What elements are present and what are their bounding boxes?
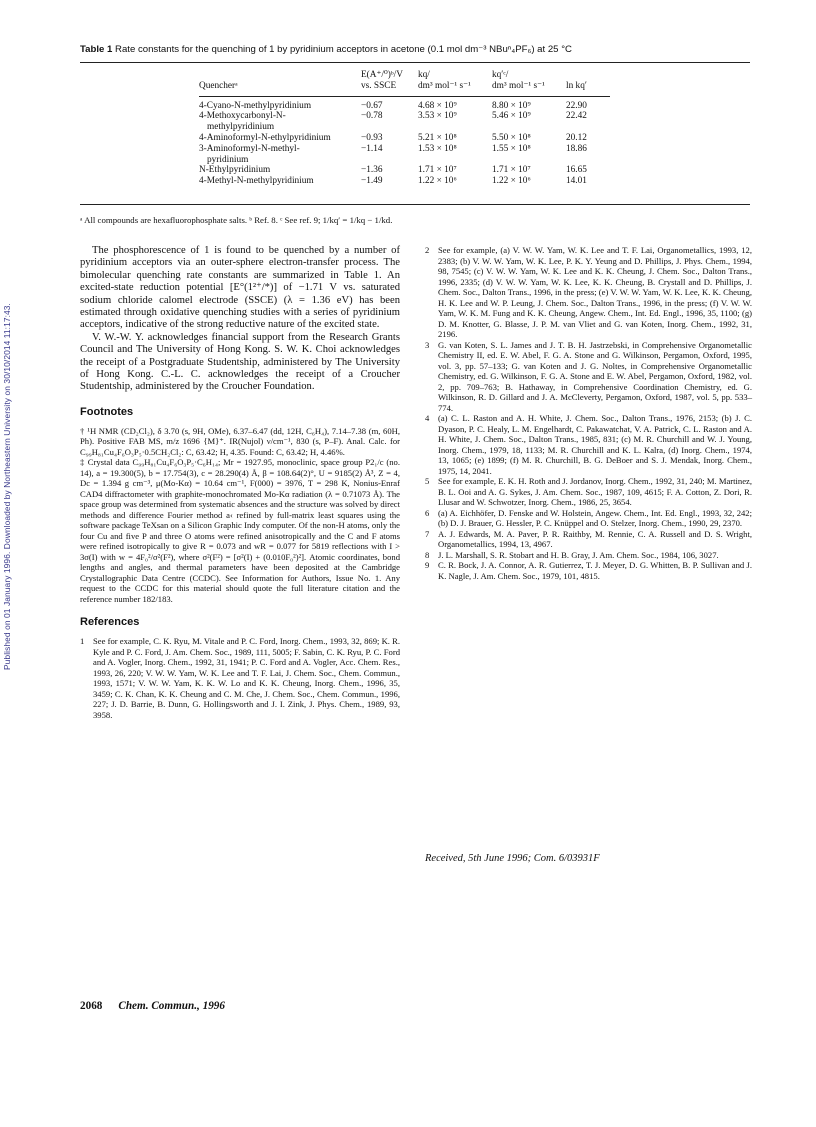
cell-kq: 1.22 × 10⁶ [418,176,457,187]
header-potential: E(A⁺/⁰)ᵇ/V vs. SSCE [361,70,403,91]
cell-quencher: 4-Methyl-N-methylpyridinium [199,176,314,187]
reference-text: G. van Koten, S. L. James and J. T. B. H. Jastrzebski, in Comprehensive Organometallic Chemistry II, ed. E. W. Abel, F. G. A. Stone and G. Wilkinson, Pergamon, Oxford, 1995, vol. 3, pp. 57–133; G. van Koten and J. G. Noltes, in Comprehensive Organometallic Chemistry, ed. G. Wilkinson, F. G. A. Stone and E. W. Abel, Pergamon, Oxford, 1982, vol. 2, pp. 709–763; B. Hathaway, in Comprehensive Coordination Chemistry, ed. G. Wilkinson, R. D. Gillard and J. A. McCleverty, Pergamon, Oxford, 1987, vol. 5, pp. 533–774. [438,339,752,413]
header-quencher: Quencherᵃ [199,80,238,91]
table-row [199,133,610,144]
table-footnote: ᵃ All compounds are hexafluorophosphate salts. ᵇ Ref. 8. ᶜ See ref. 9; 1/kq′ = 1/kq − 1/kd. [80,215,393,225]
table-caption-text: Rate constants for the quenching of 1 by pyridinium acceptors in acetone (0.1 mol dm⁻³ NBuⁿ₄PF₆) at 25 °C [115,44,572,55]
table-row [199,165,610,176]
header-kq-prime: kq′ᶜ/ dm³ mol⁻¹ s⁻¹ [492,70,545,91]
reference-text: (a) A. Eichhöfer, D. Fenske and W. Holstein, Angew. Chem., Int. Ed. Engl., 1993, 32, 242; (b) D. J. Brauer, G. Hessler, P. C. Knüppel and O. Stelzer, Inorg. Chem., 1990, 29, 2370. [438,507,752,528]
cell-potential: −0.93 [361,132,383,143]
cell-ln-kq: 16.65 [566,165,587,176]
reference-text: A. J. Edwards, M. A. Paver, P. R. Raithby, M. Rennie, C. A. Russell and D. S. Wright, Organometallics, 1994, 13, 4967. [438,528,752,549]
cell-quencher: N-Ethylpyridinium [199,165,271,176]
cell-quencher: 4-Aminoformyl-N-ethylpyridinium [199,132,331,143]
cell-quencher: 4-Cyano-N-methylpyridinium [199,96,361,111]
reference-item [425,560,752,581]
reference-number: 6 [425,507,430,518]
reference-text: C. R. Bock, J. A. Connor, A. R. Gutierrez, T. J. Meyer, D. G. Whitten, B. P. Sullivan and J. K. Nagle, J. Am. Chem. Soc., 1979, 101, 4815. [438,560,752,581]
header-kq: kq/ dm³ mol⁻¹ s⁻¹ [418,70,471,91]
cell-kq-prime: 5.46 × 10⁹ [492,111,531,122]
table-row [199,111,610,133]
cell-potential: −1.36 [361,165,383,176]
reference-item [425,529,752,550]
cell-ln-kq: 22.42 [566,111,587,122]
reference-text: J. L. Marshall, S. R. Stobart and H. B. Gray, J. Am. Chem. Soc., 1984, 106, 3027. [438,549,719,560]
table-bottom-rule [80,204,750,205]
table-row [199,176,610,187]
right-column [425,245,752,581]
header-ln-kq: ln kq′ [566,80,587,91]
reference-number: 2 [425,245,430,255]
reference-item [425,413,752,476]
page-number: 2068 [80,1000,103,1012]
reference-number: 4 [425,413,430,423]
footnote: † ¹H NMR (CD₂Cl₂), δ 3.70 (s, 9H, OMe), 6.37–6.47 (dd, 12H, C₆H₄), 7.14–7.38 (m, 60H, Ph). Positive FAB MS, m/z 1696 {M}⁺. IR(Nujol) ν/cm⁻¹, 830 (s, P–F). Anal. Calc. for C₉₉H₈₁Cu₄F₆O₃P₅·0.5CH₂Cl₂: C, 63.42; H, 4.35. Found: C, 63.42; H, 4.46%. [80,425,400,457]
cell-kq-prime: 1.71 × 10⁷ [492,165,531,176]
table-caption [80,44,750,56]
references-list-continued [425,245,752,581]
table-top-rule [80,62,750,63]
footnotes-heading: Footnotes [80,405,134,418]
body-paragraph: The phosphorescence of 1 is found to be quenched by a number of pyridinium acceptors via an outer-sphere electron-transfer process. The bimolecular quenching rate constants are summarized in Table 1. An excited-state reduction potential [E°(1²⁺/*)] of −1.71 V vs. saturated sodium chloride calomel electrode (SSCE) (λ = 1.36 eV) has been estimated through oxidative quenching studies with a series of pyridinium acceptors, indicative of the strong reductive nature of the excited state. [80,245,400,331]
reference-number: 1 [80,636,85,647]
reference-item [425,340,752,414]
cell-kq: 3.53 × 10⁹ [418,111,457,122]
footnote: ‡ Crystal data C₉₉H₈₁Cu₄F₆O₃P₅·C₆H₁₄; Mr = 1927.95, monoclinic, space group P2₁/c (no. 14), a = 19.300(5), b = 17.754(3), c = 28.290(4) Å, β = 108.64(2)°, U = 9185(2) Å³, Z = 4, Dc = 1.394 g cm⁻³, μ(Mo-Kα) = 10.64 cm⁻¹, F(000) = 3976, T = 298 K, Nonius-Enraf CAD4 diffractometer with graphite-monochromated Mo-Kα radiation (λ = 0.71073 Å). The space group was determined from systematic absences and the structure was solved by direct methods and difference Fourier method a‹ refined by full-matrix least squares using the software package TeXsan on a Silicon Graphic Indy computer. Of the non-H atoms, only the four Cu and five P and three O atoms were refined anisotropically and the C and F atoms were refined isotropically to give R = 0.073 and wR = 0.077 for 5819 reflections with I > 3σ(I) with w = 4F₀²/σ²(F²), where σ²(F²) = [σ²(I) + (0.010F₀²)²]. Atomic coordinates, bond lengths and angles, and thermal parameters have been deposited at the Cambridge Crystallographic Data Centre (CCDC). See Information for Authors, Issue No. 1. Any request to the CCDC for this material should quote the full literature citation and the reference number 182/183. [80,457,400,604]
reference-number: 8 [425,549,430,560]
rate-constants-table [199,70,610,187]
cell-ln-kq: 14.01 [566,176,587,187]
reference-item [425,245,752,340]
cell-kq: 5.21 × 10⁸ [418,132,457,143]
journal-name: Chem. Commun., 1996 [118,1000,225,1012]
references-list [80,636,400,720]
cell-quencher: 4-Methoxycarbonyl-N- methylpyridinium [199,111,286,133]
cell-potential: −1.49 [361,176,383,187]
reference-number: 5 [425,476,430,486]
reference-text: (a) C. L. Raston and A. H. White, J. Chem. Soc., Dalton Trans., 1976, 2153; (b) J. C. Dyason, P. C. Healy, L. M. Engelhardt, C. Pakawatchat, V. A. Patrick, C. L. Raston and A. H. White, J. Chem. Soc., Dalton Trans., 1985, 831; (c) M. R. Churchill and W. J. Young, Inorg. Chem., 1979, 18, 1133; M. R. Churchill and K. L. Kalra, (d) Inorg. Chem., 1974, 13, 1065; (e) 1899; (f) M. R. Churchill, B. G. DeBoer and S. J. Mendak, Inorg. Chem., 1975, 14, 2041. [438,413,752,476]
table-row [199,96,610,111]
cell-ln-kq: 22.90 [566,96,610,111]
table-row [199,144,610,166]
publication-side-note: Published on 01 January 1996. Downloaded by Northeastern University on 30/10/2014 11:17:43. [2,303,12,670]
cell-potential: −0.67 [361,96,418,111]
reference-text: See for example, E. K. H. Roth and J. Jordanov, Inorg. Chem., 1992, 31, 240; M. Martinez, B. L. Ooi and A. G. Sykes, J. Am. Chem. Soc., 1987, 109, 4615; F. A. Cotton, Z. Dori, R. Llusar and W. Schwotzer, Inorg. Chem., 1986, 25, 3654. [438,476,752,507]
reference-text: See for example, (a) V. W. W. Yam, W. K. Lee and T. F. Lai, Organometallics, 1993, 12, 2383; (b) V. W. W. Yam, W. K. Lee, P. K. Y. Yeung and D. Phillips, J. Phys. Chem., 1994, 98, 7545; (c) V. W. W. Yam, W. K. Lee and K. K. Cheung, J. Chem. Soc., Dalton Trans., 1996, 2335; (d) V. W. W. Yam, W. K. Lee, K. K. Cheung, B. Crystall and D. Phillips, J. Chem. Soc., Dalton Trans., 1996, in the press; (e) V. W. W. Yam, W. K. Lee, K. K. Cheung, H. K. Lee and W. P. Leung, J. Chem. Soc., Dalton Trans., 1996, in the press; (f) V. W. W. Yam, W. K. M. Fung and K. K. Cheung, Angew. Chem., Int. Ed. Engl., 1996, 35, 1100; (g) D. M. Knotter, G. Blasse, J. P. M. van Vliet and G. van Koten, Inorg. Chem., 1992, 31, 2196. [438,245,752,339]
cell-kq-prime: 1.22 × 10⁶ [492,176,531,187]
page-footer [80,1000,225,1012]
reference-item [425,508,752,529]
reference-item [80,636,400,720]
cell-ln-kq: 18.86 [566,143,587,154]
cell-ln-kq: 20.12 [566,132,587,143]
cell-potential: −0.78 [361,111,383,122]
cell-kq: 1.71 × 10⁷ [418,165,457,176]
table-label: Table 1 [80,44,113,55]
references-heading: References [80,616,140,629]
left-column [80,245,400,720]
cell-kq-prime: 5.50 × 10⁸ [492,132,531,143]
cell-quencher: 3-Aminoformyl-N-methyl- pyridinium [199,143,300,165]
reference-number: 7 [425,528,430,539]
reference-number: 9 [425,560,430,570]
reference-number: 3 [425,339,430,350]
cell-potential: −1.14 [361,143,383,154]
body-paragraph: V. W.-W. Y. acknowledges financial support from the Research Grants Council and The University of Hong Kong. S. W. K. Choi acknowledges the receipt of a Postgraduate Studentship, administered by The University of Hong Kong. C.-L. C. acknowledges the receipt of a Croucher Studentship, administered by the Croucher Foundation. [80,331,400,393]
table-header-row [199,70,610,96]
reference-item [425,550,752,561]
received-date: Received, 5th June 1996; Com. 6/03931F [425,853,600,864]
cell-kq-prime: 1.55 × 10⁸ [492,143,531,154]
cell-kq: 1.53 × 10⁸ [418,143,457,154]
reference-text: See for example, C. K. Ryu, M. Vitale and P. C. Ford, Inorg. Chem., 1993, 32, 869; K. R. Kyle and P. C. Ford, J. Am. Chem. Soc., 1989, 111, 5005; F. Sabin, C. K. Ryu, P. C. Ford and A. Vogler, Inorg. Chem., 1992, 31, 1941; P. C. Ford and A. Vogler, Acc. Chem. Res., 1993, 26, 220; V. W. W. Yam, W. K. Lee and T. F. Lai, J. Chem. Soc., Chem. Commun., 1993, 1571; V. W. W. Yam, K. K. W. Lo and K. K. Cheung, Inorg. Chem., 1996, 35, 3459; C. K. Chan, K. K. Cheung and C. M. Che, J. Chem. Soc., Chem. Commun., 1996, 227; J. D. Barrie, B. Dunn, G. Hollingsworth and J. I. Zink, J. Phys. Chem., 1989, 93, 3958. [93,636,400,720]
cell-kq-prime: 8.80 × 10⁹ [492,96,566,111]
cell-kq: 4.68 × 10⁹ [418,96,492,111]
reference-item [425,476,752,508]
